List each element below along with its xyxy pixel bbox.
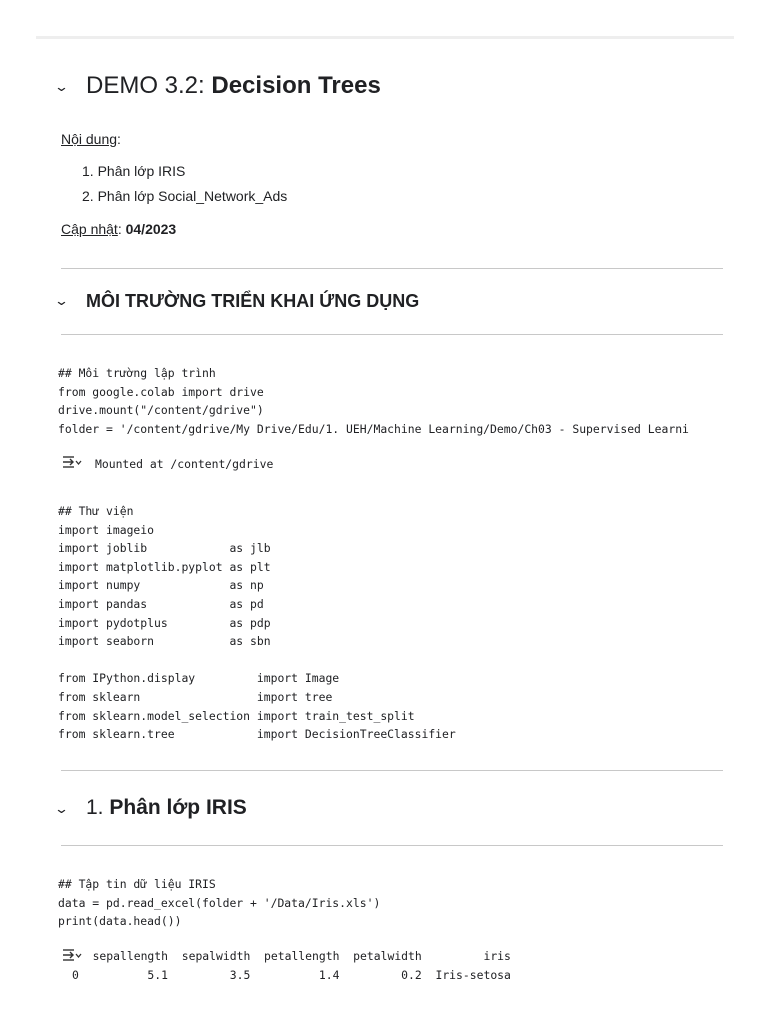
page-title — [86, 72, 381, 100]
code-cell-iris[interactable]: ## Tập tin dữ liệu IRIS data = pd.read_excel(folder + '/Data/Iris.xls') print(data.head()) — [58, 877, 381, 929]
update-sep: : — [117, 221, 126, 237]
output-toggle-icon[interactable] — [62, 455, 82, 469]
code-cell-libs[interactable]: ## Thư viện import imageio import joblib as jlb import matplotlib.pyplot as plt import numpy as np import pandas as pd import pydotplus as pdp import seaborn as sbn from IPython.display import Image from sklearn import tree from sklearn.model_selection import train_test_split from sklearn.tree import DecisionTreeClassifier — [58, 504, 456, 742]
section-iris-bold: Phân lớp IRIS — [109, 796, 247, 819]
page-title-bold: Decision Trees — [211, 72, 381, 99]
content-item-1: 1. Phân lớp IRIS — [82, 163, 186, 179]
update-label: Cập nhật — [61, 221, 118, 237]
section-iris-prefix: 1. — [86, 796, 110, 819]
content-label-line — [61, 131, 121, 147]
code-cell-env[interactable]: ## Môi trường lập trình from google.colab import drive drive.mount("/content/gdrive") folder = '/content/gdrive/My Drive/Edu/1. UEH/Machine Learning/Demo/Ch03 - Supervised Learni — [58, 366, 689, 436]
page-title-prefix: DEMO 3.2: — [86, 72, 212, 99]
update-value: 04/2023 — [125, 221, 177, 237]
content-label: Nội dung — [61, 131, 118, 147]
chevron-down-icon[interactable]: ⌄ — [53, 79, 70, 94]
chevron-down-icon[interactable]: ⌄ — [53, 293, 70, 308]
toolbar-divider — [36, 36, 734, 39]
section-divider — [61, 334, 723, 335]
section-divider — [61, 845, 723, 846]
section-divider — [61, 268, 723, 269]
section-divider — [61, 770, 723, 771]
cell-output-iris: sepallength sepalwidth petallength petalwidth iris 0 5.1 3.5 1.4 0.2 Iris-setosa — [72, 949, 511, 982]
content-item-2: 2. Phân lớp Social_Network_Ads — [82, 188, 288, 204]
content-label-colon: : — [117, 131, 121, 147]
cell-output-env: Mounted at /content/gdrive — [95, 457, 274, 471]
section-title-iris — [86, 796, 247, 820]
chevron-down-icon[interactable]: ⌄ — [53, 801, 70, 816]
section-title-env: MÔI TRƯỜNG TRIỂN KHAI ỨNG DỤNG — [86, 291, 420, 311]
update-line — [61, 221, 176, 237]
